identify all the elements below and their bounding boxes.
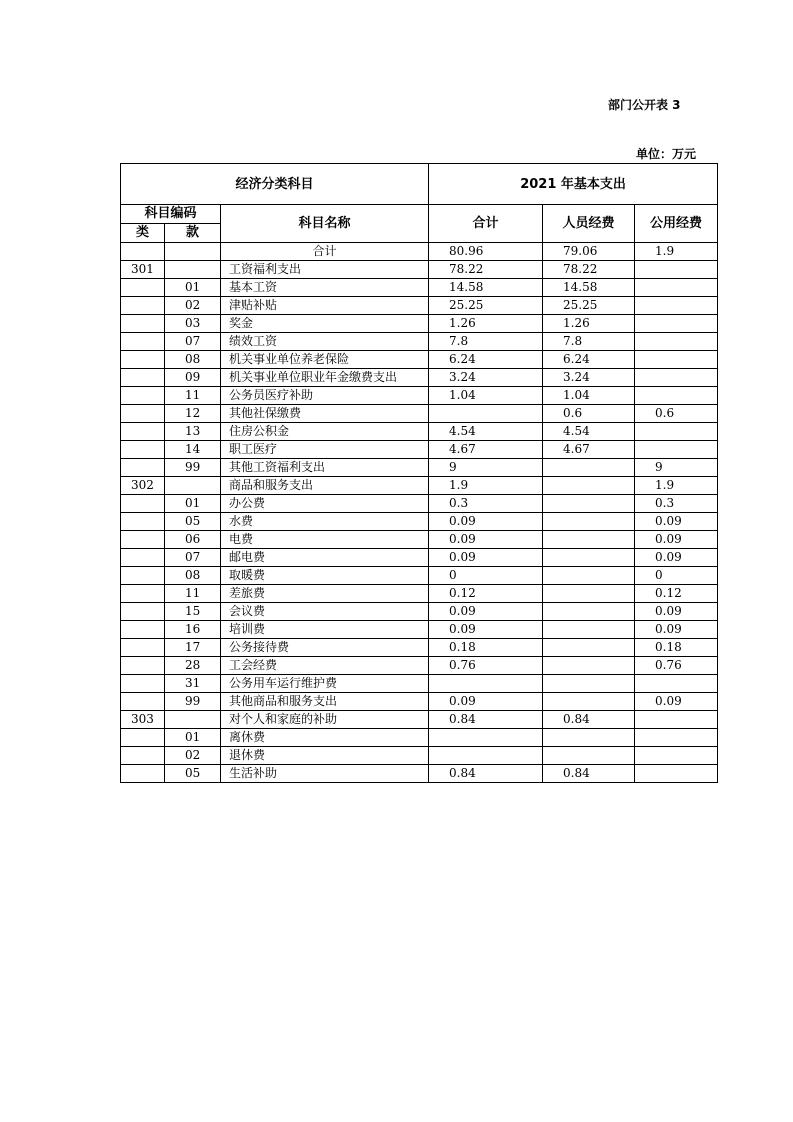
total-cell: 1.04: [429, 387, 543, 405]
category-cell: [121, 729, 165, 747]
table-row: [121, 315, 718, 333]
item-cell: 07: [165, 333, 221, 351]
item-cell: 99: [165, 459, 221, 477]
public-cell: [635, 261, 718, 279]
item-cell: 31: [165, 675, 221, 693]
table-row: [121, 279, 718, 297]
item-cell: [165, 261, 221, 279]
public-cell: 0.09: [635, 549, 718, 567]
table-row: [121, 693, 718, 711]
table-row: [121, 387, 718, 405]
table-row: [121, 477, 718, 495]
personnel-cell: [543, 675, 635, 693]
personnel-cell: [543, 513, 635, 531]
category-cell: [121, 531, 165, 549]
item-cell: 99: [165, 693, 221, 711]
table-row: [121, 513, 718, 531]
personnel-cell: 6.24: [543, 351, 635, 369]
item-cell: 01: [165, 729, 221, 747]
category-cell: [121, 585, 165, 603]
subject-name-cell: 退休费: [221, 747, 429, 765]
total-cell: 0.09: [429, 693, 543, 711]
category-cell: [121, 675, 165, 693]
table-row: [121, 405, 718, 423]
personnel-cell: 0.84: [543, 765, 635, 783]
total-row-personnel: 79.06: [543, 243, 635, 261]
item-cell: [165, 477, 221, 495]
total-cell: [429, 747, 543, 765]
item-cell: 07: [165, 549, 221, 567]
public-cell: [635, 387, 718, 405]
item-cell: 03: [165, 315, 221, 333]
total-cell: 0.12: [429, 585, 543, 603]
table-row: [121, 459, 718, 477]
personnel-cell: [543, 729, 635, 747]
total-cell: [429, 675, 543, 693]
table-row: [121, 585, 718, 603]
public-cell: 0.3: [635, 495, 718, 513]
header-row-middle: [121, 205, 718, 224]
personnel-cell: [543, 639, 635, 657]
table-row: [121, 675, 718, 693]
subject-name-cell: 生活补助: [221, 765, 429, 783]
table-row: [121, 621, 718, 639]
subject-name-cell: 取暖费: [221, 567, 429, 585]
public-cell: [635, 351, 718, 369]
item-cell: 15: [165, 603, 221, 621]
table-row: [121, 549, 718, 567]
total-row-total: 80.96: [429, 243, 543, 261]
personnel-cell: [543, 549, 635, 567]
public-cell: [635, 765, 718, 783]
category-cell: [121, 693, 165, 711]
table-row: [121, 657, 718, 675]
total-cell: 7.8: [429, 333, 543, 351]
subject-name-cell: 工资福利支出: [221, 261, 429, 279]
category-cell: [121, 747, 165, 765]
category-cell: [121, 549, 165, 567]
subject-name-cell: 会议费: [221, 603, 429, 621]
total-cell: [429, 729, 543, 747]
total-cell: 0.09: [429, 531, 543, 549]
personnel-cell: 1.26: [543, 315, 635, 333]
total-row-label: 合计: [221, 243, 429, 261]
public-cell: 1.9: [635, 477, 718, 495]
personnel-cell: 0.84: [543, 711, 635, 729]
table-row: [121, 729, 718, 747]
category-cell: [121, 279, 165, 297]
subject-name-cell: 职工医疗: [221, 441, 429, 459]
public-cell: [635, 423, 718, 441]
personnel-cell: [543, 621, 635, 639]
subject-name-cell: 电费: [221, 531, 429, 549]
subject-name-cell: 离休费: [221, 729, 429, 747]
category-cell: [121, 423, 165, 441]
item-cell: 13: [165, 423, 221, 441]
total-cell: 1.26: [429, 315, 543, 333]
public-cell: [635, 675, 718, 693]
total-cell: 25.25: [429, 297, 543, 315]
subject-name-cell: 津贴补贴: [221, 297, 429, 315]
total-cell: 9: [429, 459, 543, 477]
subject-name-cell: 公务接待费: [221, 639, 429, 657]
category-cell: [121, 495, 165, 513]
total-cell: 6.24: [429, 351, 543, 369]
public-cell: 0.09: [635, 531, 718, 549]
item-cell: 01: [165, 279, 221, 297]
personnel-cell: 14.58: [543, 279, 635, 297]
subject-name-cell: 其他社保缴费: [221, 405, 429, 423]
public-cell: [635, 441, 718, 459]
personnel-cell: [543, 495, 635, 513]
item-cell: 11: [165, 585, 221, 603]
item-cell: 02: [165, 747, 221, 765]
item-cell: [165, 711, 221, 729]
personnel-cell: 25.25: [543, 297, 635, 315]
code-header: 科目编码: [121, 205, 221, 224]
personnel-cell: [543, 567, 635, 585]
total-cell: 4.67: [429, 441, 543, 459]
item-cell: 05: [165, 765, 221, 783]
subject-name-cell: 水费: [221, 513, 429, 531]
table-row: [121, 423, 718, 441]
category-cell: [121, 297, 165, 315]
category-cell: 301: [121, 261, 165, 279]
table-row: [121, 711, 718, 729]
table-row: [121, 333, 718, 351]
category-cell: 303: [121, 711, 165, 729]
public-cell: 0.09: [635, 621, 718, 639]
subject-name-cell: 机关事业单位养老保险: [221, 351, 429, 369]
subject-name-cell: 培训费: [221, 621, 429, 639]
total-row-public: 1.9: [635, 243, 718, 261]
category-header: 类: [121, 224, 165, 243]
category-cell: [121, 603, 165, 621]
header-row-top: [121, 164, 718, 205]
personnel-cell: [543, 477, 635, 495]
subject-name-cell: 其他商品和服务支出: [221, 693, 429, 711]
item-cell: 01: [165, 495, 221, 513]
category-cell: [121, 765, 165, 783]
item-cell: 08: [165, 567, 221, 585]
public-cell: [635, 315, 718, 333]
item-cell: 11: [165, 387, 221, 405]
unit-label: 单位：万元: [636, 147, 697, 161]
subject-name-cell: 邮电费: [221, 549, 429, 567]
total-cell: 0.09: [429, 603, 543, 621]
public-cell: [635, 297, 718, 315]
subject-name-cell: 其他工资福利支出: [221, 459, 429, 477]
total-cell: 0.84: [429, 765, 543, 783]
total-cell: 1.9: [429, 477, 543, 495]
total-cell: 3.24: [429, 369, 543, 387]
item-cell: 09: [165, 369, 221, 387]
table-row: [121, 441, 718, 459]
personnel-cell: [543, 693, 635, 711]
economic-classification-header: 经济分类科目: [121, 164, 429, 205]
item-cell: 06: [165, 531, 221, 549]
total-cell: 0.09: [429, 513, 543, 531]
table-row: [121, 639, 718, 657]
public-cell: 0.09: [635, 603, 718, 621]
category-cell: [121, 387, 165, 405]
item-cell: 14: [165, 441, 221, 459]
subject-name-cell: 绩效工资: [221, 333, 429, 351]
table-row: [121, 261, 718, 279]
item-header: 款: [165, 224, 221, 243]
public-cell: 9: [635, 459, 718, 477]
total-row: [121, 243, 718, 261]
table-row: [121, 297, 718, 315]
item-cell: 05: [165, 513, 221, 531]
subject-name-cell: 奖金: [221, 315, 429, 333]
public-cell: 0.12: [635, 585, 718, 603]
public-cell: [635, 369, 718, 387]
category-cell: [121, 243, 165, 261]
table-row: [121, 495, 718, 513]
item-cell: 02: [165, 297, 221, 315]
total-cell: [429, 405, 543, 423]
item-cell: [165, 243, 221, 261]
personnel-cell: 78.22: [543, 261, 635, 279]
table-row: [121, 747, 718, 765]
category-cell: [121, 513, 165, 531]
personnel-cell: 1.04: [543, 387, 635, 405]
total-cell: 14.58: [429, 279, 543, 297]
subject-name-cell: 差旅费: [221, 585, 429, 603]
subject-name-cell: 办公费: [221, 495, 429, 513]
public-cell: [635, 333, 718, 351]
subject-name-cell: 商品和服务支出: [221, 477, 429, 495]
subject-name-header: 科目名称: [221, 205, 429, 243]
category-cell: [121, 315, 165, 333]
public-cell: [635, 711, 718, 729]
table-row: [121, 603, 718, 621]
item-cell: 28: [165, 657, 221, 675]
category-cell: [121, 405, 165, 423]
subject-name-cell: 工会经费: [221, 657, 429, 675]
public-cell: 0.6: [635, 405, 718, 423]
table-row: [121, 765, 718, 783]
public-cell: [635, 279, 718, 297]
item-cell: 17: [165, 639, 221, 657]
subject-name-cell: 机关事业单位职业年金缴费支出: [221, 369, 429, 387]
public-cell: 0.18: [635, 639, 718, 657]
total-cell: 0.09: [429, 621, 543, 639]
total-cell: 0.84: [429, 711, 543, 729]
subject-name-cell: 公务员医疗补助: [221, 387, 429, 405]
personnel-cell: [543, 531, 635, 549]
personnel-cell: 4.54: [543, 423, 635, 441]
total-cell: 0: [429, 567, 543, 585]
subject-name-cell: 对个人和家庭的补助: [221, 711, 429, 729]
item-cell: 12: [165, 405, 221, 423]
public-cell: 0: [635, 567, 718, 585]
item-cell: 08: [165, 351, 221, 369]
subject-name-cell: 住房公积金: [221, 423, 429, 441]
category-cell: [121, 351, 165, 369]
category-cell: [121, 657, 165, 675]
total-cell: 4.54: [429, 423, 543, 441]
personnel-cell: 7.8: [543, 333, 635, 351]
public-cell: [635, 747, 718, 765]
category-cell: [121, 333, 165, 351]
category-cell: [121, 639, 165, 657]
public-cell: [635, 729, 718, 747]
form-number-label: 部门公开表 3: [608, 98, 681, 112]
category-cell: [121, 441, 165, 459]
table-row: [121, 369, 718, 387]
personnel-cell: 0.6: [543, 405, 635, 423]
total-cell: 0.76: [429, 657, 543, 675]
category-cell: [121, 621, 165, 639]
category-cell: [121, 567, 165, 585]
total-cell: 78.22: [429, 261, 543, 279]
public-expense-header: 公用经费: [635, 205, 718, 243]
personnel-cell: [543, 657, 635, 675]
total-cell: 0.18: [429, 639, 543, 657]
subject-name-cell: 公务用车运行维护费: [221, 675, 429, 693]
personnel-cell: [543, 585, 635, 603]
table-row: [121, 351, 718, 369]
table-row: [121, 531, 718, 549]
total-cell: 0.09: [429, 549, 543, 567]
item-cell: 16: [165, 621, 221, 639]
public-cell: 0.09: [635, 693, 718, 711]
personnel-cell: [543, 459, 635, 477]
table-row: [121, 567, 718, 585]
personnel-expense-header: 人员经费: [543, 205, 635, 243]
personnel-cell: [543, 747, 635, 765]
category-cell: [121, 369, 165, 387]
total-header: 合计: [429, 205, 543, 243]
total-cell: 0.3: [429, 495, 543, 513]
category-cell: [121, 459, 165, 477]
personnel-cell: 4.67: [543, 441, 635, 459]
category-cell: 302: [121, 477, 165, 495]
personnel-cell: 3.24: [543, 369, 635, 387]
year-basic-expenditure-header: 2021 年基本支出: [429, 164, 718, 205]
basic-expenditure-table: [120, 163, 718, 783]
subject-name-cell: 基本工资: [221, 279, 429, 297]
public-cell: 0.76: [635, 657, 718, 675]
public-cell: 0.09: [635, 513, 718, 531]
personnel-cell: [543, 603, 635, 621]
